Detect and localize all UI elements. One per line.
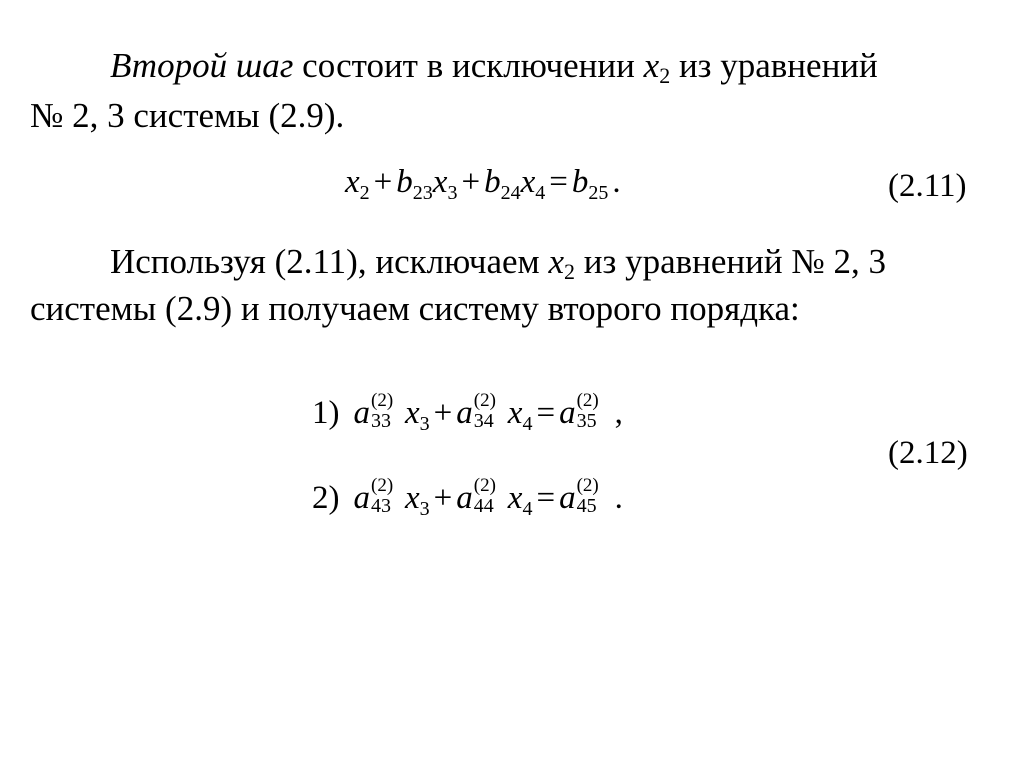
- eq211-sub: 25: [588, 182, 609, 204]
- row-end: ,: [614, 395, 623, 431]
- coef-sub: 33: [371, 410, 391, 432]
- plus: +: [433, 395, 453, 431]
- coef-sup: (2): [576, 475, 599, 496]
- row-label: 1): [312, 395, 340, 431]
- para2-var-sub: 2: [564, 259, 576, 284]
- para1-text-b: из уравнений: [670, 46, 878, 85]
- coef: a: [456, 480, 473, 516]
- coef-sup: (2): [371, 390, 394, 411]
- plus: +: [433, 480, 453, 516]
- coef: a: [559, 395, 576, 431]
- eq211-plus: +: [461, 164, 481, 200]
- coef: a: [456, 395, 473, 431]
- coef-sup: (2): [473, 390, 496, 411]
- coef-sub: 43: [371, 495, 391, 517]
- paragraph-2-line-2: системы (2.9) и получаем систему второго порядка:: [30, 289, 800, 328]
- para2-text-a: Используя (2.11), исключаем: [110, 242, 549, 281]
- equals: =: [536, 480, 556, 516]
- coef-sub: 35: [576, 410, 597, 432]
- eq211-term: x: [345, 164, 360, 200]
- para1-var: x: [643, 46, 660, 85]
- coef-sup: (2): [371, 475, 394, 496]
- eq211-term: b: [484, 164, 501, 200]
- var-sub: 4: [522, 498, 533, 520]
- italic-lead: Второй шаг: [110, 46, 294, 85]
- equation-number-2-12: (2.12): [888, 435, 968, 471]
- equation-2-12-row-2: [312, 475, 623, 520]
- var: x: [405, 395, 420, 431]
- eq211-plus: +: [373, 164, 393, 200]
- coef-sup: (2): [576, 390, 599, 411]
- coef: a: [353, 480, 370, 516]
- para2-text-b: из уравнений № 2, 3: [575, 242, 886, 281]
- eq211-term: x: [432, 164, 448, 200]
- eq211-sub: 3: [447, 182, 458, 204]
- equation-2-12-row-1: [312, 390, 623, 435]
- paragraph-1-line-2: № 2, 3 системы (2.9).: [30, 96, 345, 135]
- eq211-term: x: [520, 164, 536, 200]
- paragraph-1-line-1: [110, 46, 878, 86]
- eq211-end-period: .: [612, 164, 621, 200]
- eq211-term: b: [396, 164, 413, 200]
- coef-sub: 44: [473, 495, 494, 517]
- var: x: [507, 480, 523, 516]
- var: x: [507, 395, 523, 431]
- coef-sup: (2): [473, 475, 496, 496]
- var-sub: 3: [419, 413, 430, 435]
- coef-sub: 34: [473, 410, 494, 432]
- equation-2-11: [345, 162, 621, 202]
- para1-text-a: состоит в исключении: [293, 46, 644, 85]
- equation-number-2-11: (2.11): [888, 168, 967, 204]
- eq211-sub: 23: [412, 182, 433, 204]
- eq211-sub: 4: [535, 182, 546, 204]
- coef: a: [559, 480, 576, 516]
- para1-var-sub: 2: [659, 63, 671, 88]
- row-label: 2): [312, 480, 340, 516]
- coef: a: [353, 395, 370, 431]
- equals: =: [536, 395, 556, 431]
- var: x: [405, 480, 420, 516]
- eq211-equals: =: [549, 164, 568, 200]
- para2-var: x: [548, 242, 565, 281]
- row-end: .: [614, 480, 623, 516]
- var-sub: 3: [419, 498, 430, 520]
- eq211-sub: 24: [500, 182, 521, 204]
- eq211-sub: 2: [359, 182, 370, 204]
- paragraph-2-line-1: [110, 242, 886, 282]
- coef-sub: 45: [576, 495, 597, 517]
- eq211-term: b: [571, 164, 589, 200]
- var-sub: 4: [522, 413, 533, 435]
